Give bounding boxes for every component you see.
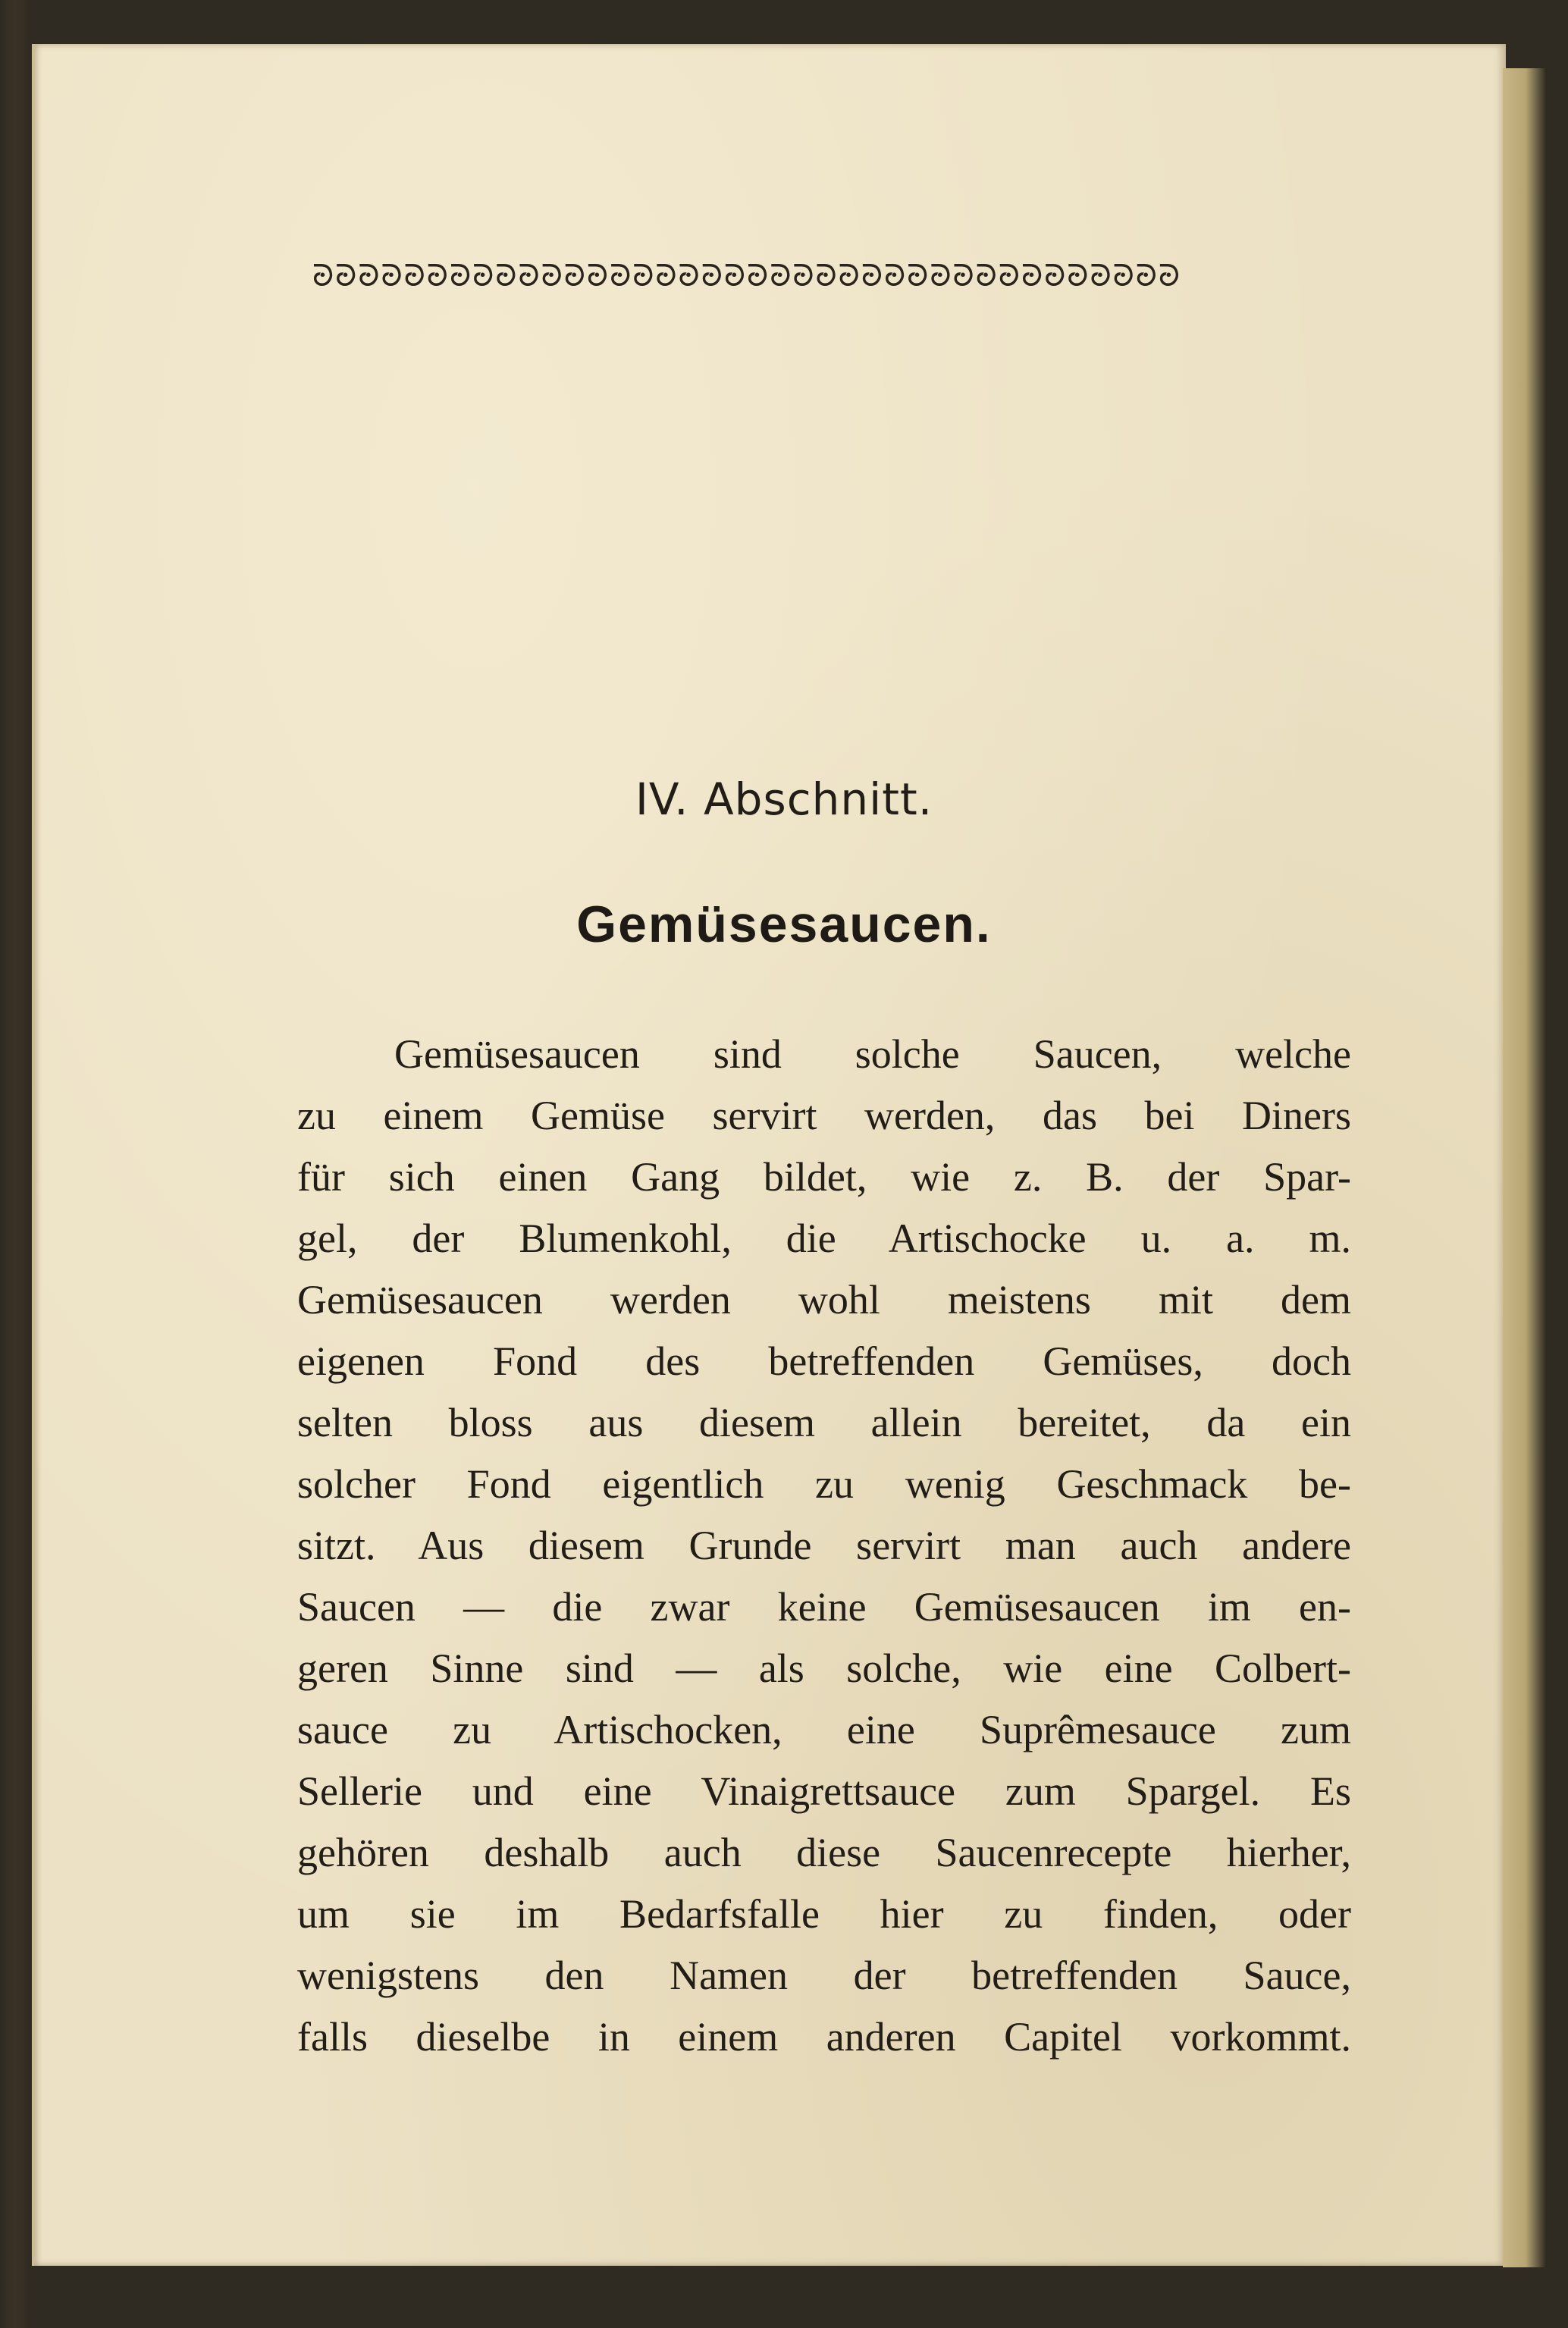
book-spine-edge [1503, 68, 1547, 2267]
text-line: für sich einen Gang bildet, wie z. B. der Spar- [297, 1154, 1351, 1200]
section-heading: IV. Abschnitt. [635, 773, 933, 825]
text-line: falls dieselbe in einem anderen Capitel vorkommt. [297, 2014, 1351, 2060]
text-line: geren Sinne sind — als solche, wie eine Colbert- [297, 1646, 1351, 1691]
decorative-border-ornament: ᘒᘒᘒᘒᘒᘒᘒᘒᘒᘒᘒᘒᘒᘒᘒᘒᘒᘒᘒᘒᘒᘒᘒᘒᘒᘒᘒᘒᘒᘒᘒᘒᘒᘒᘒᘒᘒᘒ [312, 259, 1182, 293]
text-line: gel, der Blumenkohl, die Artischocke u. a. m. [297, 1216, 1351, 1261]
text-line: Gemüsesaucen werden wohl meistens mit dem [297, 1277, 1351, 1322]
text-line: zu einem Gemüse servirt werden, das bei Diners [297, 1093, 1351, 1138]
text-line: Saucen — die zwar keine Gemüsesaucen im en- [297, 1584, 1351, 1630]
text-line: sitzt. Aus diesem Grunde servirt man auch andere [297, 1523, 1351, 1568]
text-line: eigenen Fond des betreffenden Gemüses, doch [297, 1338, 1351, 1384]
text-line: Gemüsesaucen sind solche Saucen, welche [394, 1031, 1351, 1077]
body-paragraph [297, 1024, 1351, 2068]
text-line: sauce zu Artischocken, eine Suprêmesauce zum [297, 1707, 1351, 1752]
chapter-title: Gemüsesaucen. [576, 896, 992, 953]
text-line: um sie im Bedarfsfalle hier zu finden, oder [297, 1891, 1351, 1937]
text-line: wenigstens den Namen der betreffenden Sauce, [297, 1953, 1351, 1998]
text-line: solcher Fond eigentlich zu wenig Geschmack be- [297, 1461, 1351, 1507]
text-line: gehören deshalb auch diese Saucenrecepte hierher, [297, 1830, 1351, 1875]
text-line: Sellerie und eine Vinaigrettsauce zum Spargel. Es [297, 1768, 1351, 1814]
text-line: selten bloss aus diesem allein bereitet, da ein [297, 1400, 1351, 1445]
